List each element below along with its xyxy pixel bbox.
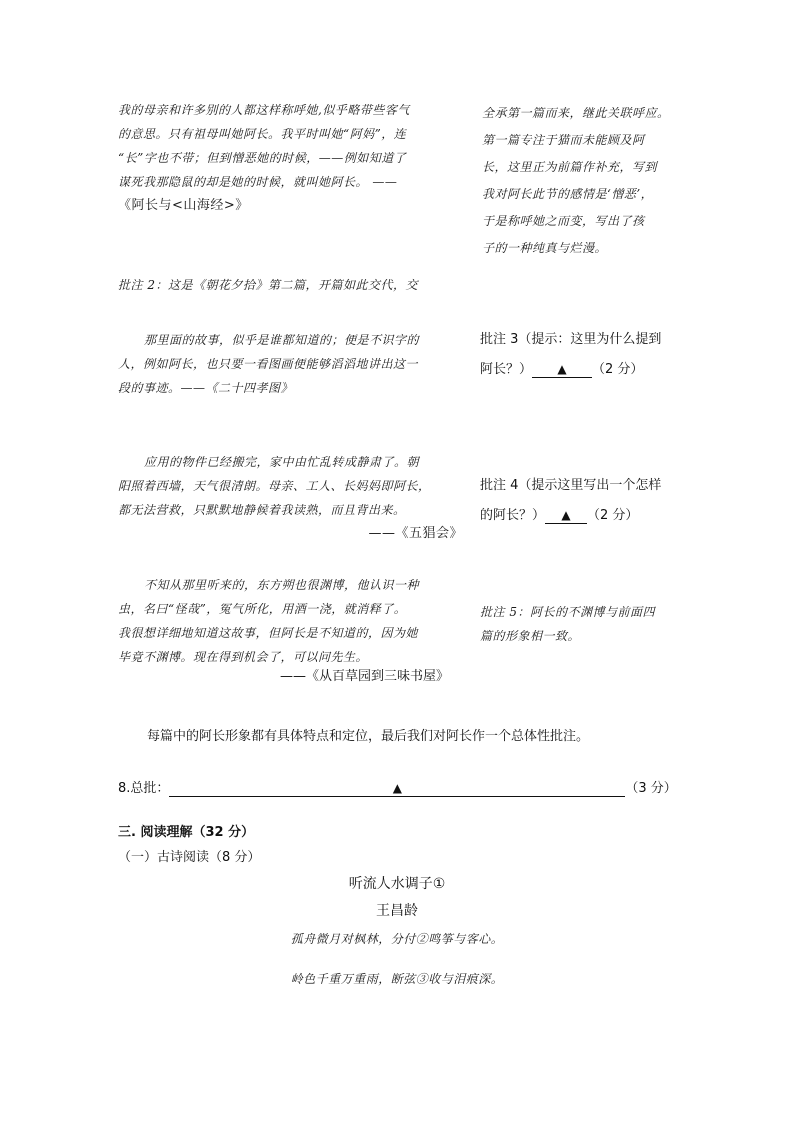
annotation-5 <box>480 600 690 648</box>
excerpt-3-line: 阳照着西墙，天气很清朗。母亲、工人、长妈妈即阿长， <box>118 479 431 493</box>
section-3-subheading: （一）古诗阅读（8 分） <box>118 850 261 865</box>
excerpt-1-line: 的意思。只有祖母叫她阿长。我平时叫她“阿妈”，连 <box>118 127 407 141</box>
question-8-score: （3 分） <box>625 781 677 796</box>
excerpt-1-line: 谋死我那隐鼠的却是她的时候，就叫她阿长。 —— <box>118 175 398 189</box>
annotation-4-answer-blank[interactable]: ▲ <box>545 507 587 524</box>
annotation-1-line: 于是称呼她之而变，写出了孩 <box>482 214 645 228</box>
annotation-1-line: 全承第一篇而来，继此关联呼应。 <box>482 106 670 120</box>
excerpt-2-line: 人，例如阿长，也只要一看图画便能够滔滔地讲出这一 <box>118 357 419 371</box>
annotation-1-line: 子的一种纯真与烂漫。 <box>482 241 608 255</box>
annotation-1-line: 第一篇专注于猫而未能顾及阿 <box>482 133 645 147</box>
poem-author: 王昌龄 <box>376 903 418 919</box>
annotation-4-prompt: 批注 4（提示这里写出一个怎样 <box>480 478 662 493</box>
excerpt-4-line: 毕竟不渊博。现在得到机会了，可以问先生。 <box>118 650 369 664</box>
excerpt-2-line: 段的事迹。——《二十四孝图》 <box>118 381 294 395</box>
excerpt-1 <box>118 98 463 218</box>
excerpt-1-line: “长”字也不带；但到憎恶她的时候，——例如知道了 <box>118 151 407 165</box>
annotation-5-line: 批注 5：阿长的不渊博与前面四 <box>480 605 655 619</box>
summary-instruction: 每篇中的阿长形象都有具体特点和定位，最后我们对阿长作一个总体性批注。 <box>147 729 590 744</box>
poem-line-2: 岭色千重万重雨，断弦③收与泪痕深。 <box>290 972 504 986</box>
annotation-3-prompt: 批注 3（提示：这里为什么提到 <box>480 332 662 347</box>
excerpt-4 <box>118 573 463 669</box>
question-8-answer-blank[interactable]: ▲ <box>169 780 625 797</box>
poem-title: 听流人水调子① <box>348 876 446 892</box>
excerpt-3 <box>118 450 463 546</box>
annotation-3-prompt-end: 阿长？） <box>480 362 533 377</box>
annotation-3 <box>480 325 690 385</box>
annotation-4 <box>480 471 690 531</box>
annotation-1 <box>482 100 682 262</box>
excerpt-4-source: ——《从百草园到三味书屋》 <box>280 669 450 684</box>
annotation-3-answer-blank[interactable]: ▲ <box>532 361 592 378</box>
poem-line-1: 孤舟微月对枫林，分付②鸣筝与客心。 <box>290 932 504 946</box>
annotation-5-line: 篇的形象相一致。 <box>480 629 581 643</box>
excerpt-2 <box>118 328 463 400</box>
annotation-1-line: 长，这里正为前篇作补充，写到 <box>482 160 658 174</box>
excerpt-2-line: 那里面的故事，似乎是谁都知道的；便是不识字的 <box>144 333 420 347</box>
annotation-4-score: （2 分） <box>587 508 639 523</box>
excerpt-4-line: 虫，名曰“怪哉”，冤气所化，用酒一浇，就消释了。 <box>118 602 407 616</box>
question-8 <box>118 778 678 800</box>
section-3-heading: 三. 阅读理解（32 分） <box>118 825 255 840</box>
excerpt-4-line: 不知从那里听来的，东方朔也很渊博，他认识一种 <box>144 578 420 592</box>
annotation-4-prompt-end: 的阿长？） <box>480 508 546 523</box>
excerpt-3-source: ——《五猖会》 <box>368 526 463 541</box>
excerpt-3-line: 都无法营救，只默默地静候着我读熟，而且背出来。 <box>118 503 406 517</box>
excerpt-3-line: 应用的物件已经搬完，家中由忙乱转成静肃了。朝 <box>144 455 420 469</box>
annotation-1-line: 我对阿长此节的感情是‘憎恶’， <box>482 187 654 201</box>
excerpt-1-source: 《阿长与<山海经>》 <box>118 198 249 213</box>
excerpt-4-line: 我很想详细地知道这故事，但阿长是不知道的，因为她 <box>118 626 419 640</box>
question-8-label: 8.总批： <box>118 781 170 796</box>
annotation-3-score: （2 分） <box>592 362 644 377</box>
annotation-2: 批注 2：这是《朝花夕拾》第二篇，开篇如此交代，交 <box>118 278 418 292</box>
excerpt-1-line: 我的母亲和许多别的人都这样称呼她,似乎略带些客气 <box>118 103 410 117</box>
